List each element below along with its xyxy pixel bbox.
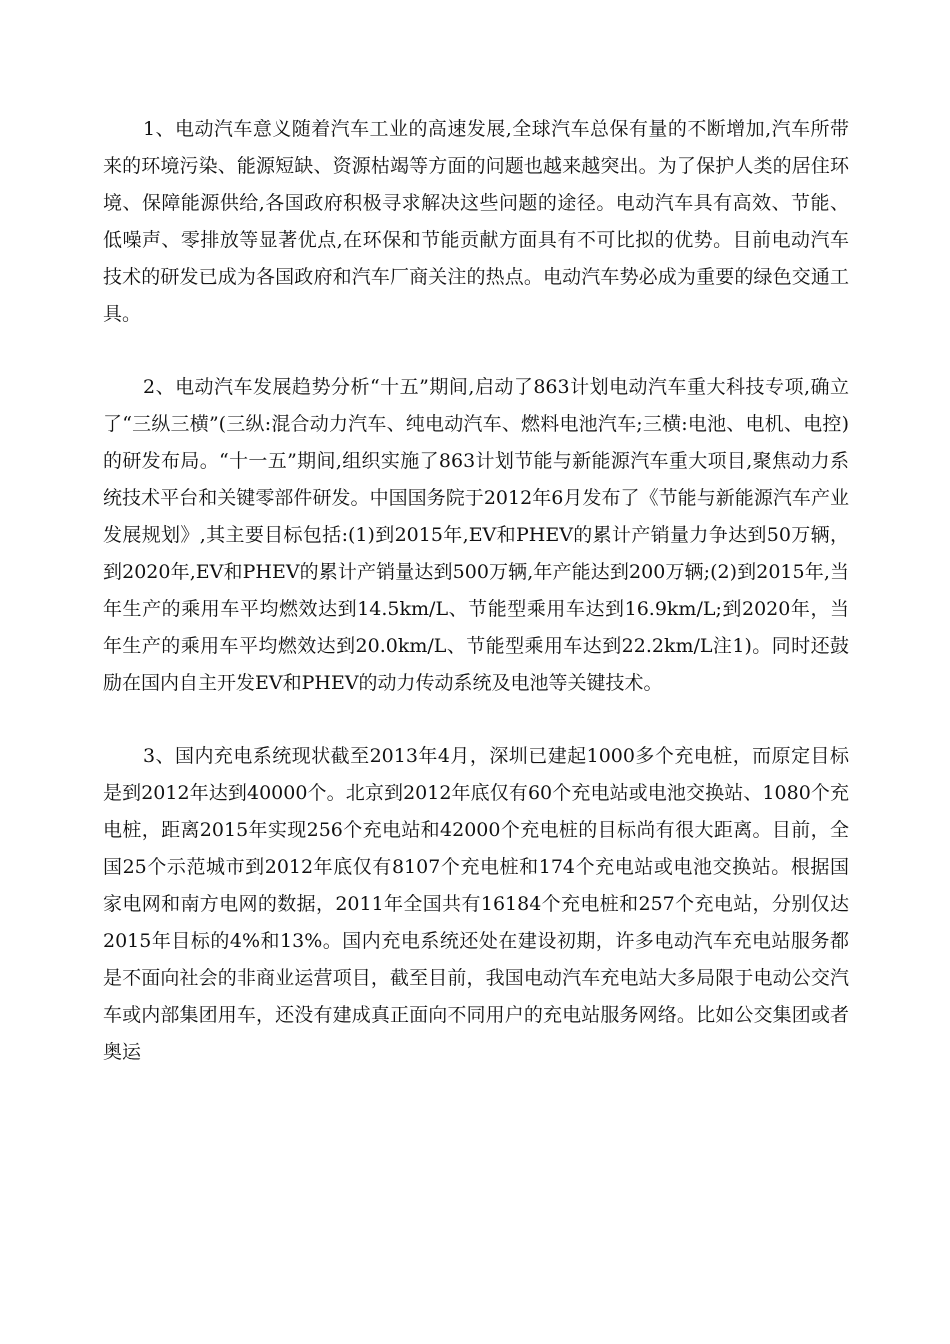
paragraph-ev-development-trend: 2、电动汽车发展趋势分析“十五”期间,启动了863计划电动汽车重大科技专项,确立了“三纵三横”(三纵:混合动力汽车、纯电动汽车、燃料电池汽车;三横:电池、电机、电控)的研发布局。“十一五”期间,组织实施了863计划节能与新能源汽车重大项目,聚焦动力系统技术平台和关键零部件研发。中国国务院于2012年6月发布了《节能与新能源汽车产业发展规划》,其主要目标包括:(1)到2015年,EV和PHEV的累计产销量力争达到50万辆，到2020年,EV和PHEV的累计产销量达到500万辆,年产能达到200万辆;(2)到2015年,当年生产的乘用车平均燃效达到14.5km/L、节能型乘用车达到16.9km/L;到2020年，当年生产的乘用车平均燃效达到20.0km/L、节能型乘用车达到22.2km/L注1)。同时还鼓励在国内自主开发EV和PHEV的动力传动系统及电池等关键技术。 [103, 376, 849, 694]
paragraph-domestic-charging-status: 3、国内充电系统现状截至2013年4月，深圳已建起1000多个充电桩，而原定目标是到2012年达到40000个。北京到2012年底仅有60个充电站或电池交换站、1080个充电桩，距离2015年实现256个充电站和42000个充电桩的目标尚有很大距离。目前，全国25个示范城市到2012年底仅有8107个充电桩和174个充电站或电池交换站。根据国家电网和南方电网的数据，2011年全国共有16184个充电桩和257个充电站，分别仅达2015年目标的4%和13%。国内充电系统还处在建设初期，许多电动汽车充电站服务都是不面向社会的非商业运营项目，截至目前，我国电动汽车充电站大多局限于电动公交汽车或内部集团用车，还没有建成真正面向不同用户的充电站服务网络。比如公交集团或者奥运 [103, 745, 849, 1063]
document-body [103, 111, 849, 1107]
paragraph-ev-significance: 1、电动汽车意义随着汽车工业的高速发展,全球汽车总保有量的不断增加,汽车所带来的环境污染、能源短缺、资源枯竭等方面的问题也越来越突出。为了保护人类的居住环境、保障能源供给,各国政府积极寻求解决这些问题的途径。电动汽车具有高效、节能、低噪声、零排放等显著优点,在环保和节能贡献方面具有不可比拟的优势。目前电动汽车技术的研发已成为各国政府和汽车厂商关注的热点。电动汽车势必成为重要的绿色交通工具。 [103, 118, 849, 325]
